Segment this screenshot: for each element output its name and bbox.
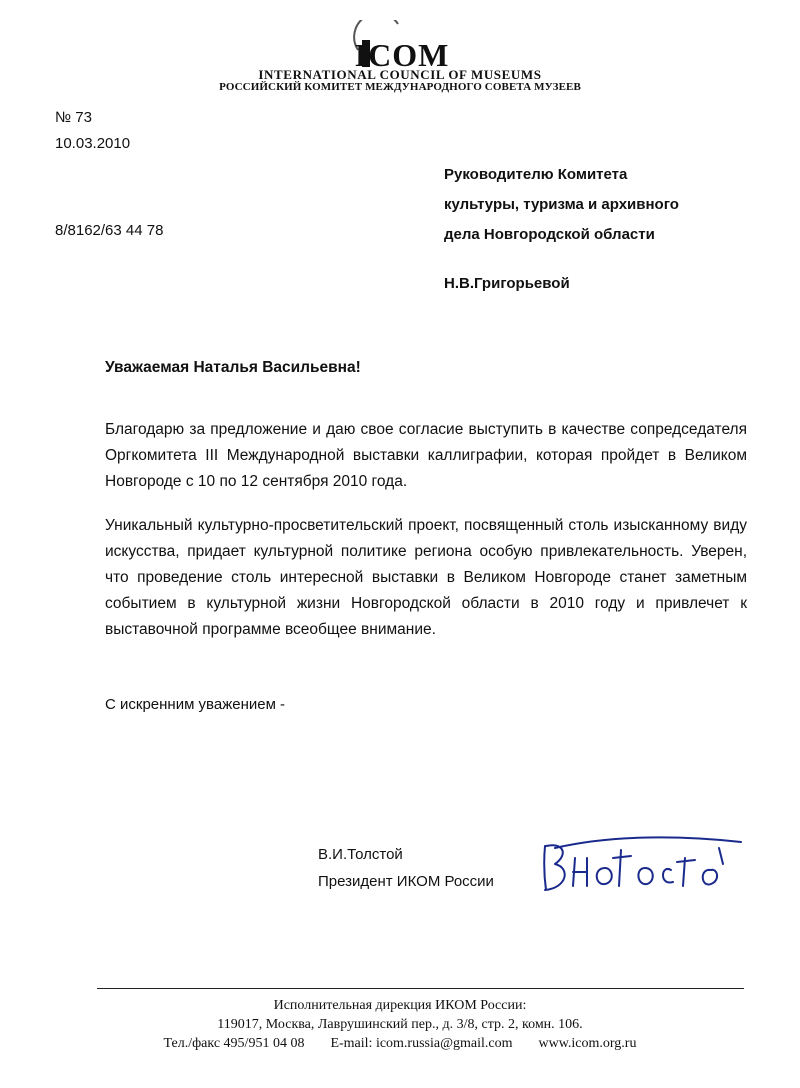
signatory-name: В.И.Толстой <box>318 846 403 863</box>
handwritten-signature <box>515 828 750 903</box>
addressee-line: культуры, туризма и архивного <box>444 196 679 213</box>
footer-contacts <box>0 1036 800 1052</box>
body-paragraph-1 <box>105 417 747 495</box>
addressee-line: дела Новгородской области <box>444 226 655 243</box>
footer-phone: Тел./факс 495/951 04 08 <box>163 1036 305 1051</box>
greeting: Уважаемая Наталья Васильевна! <box>105 359 361 376</box>
icom-logo <box>320 20 480 70</box>
org-name-en: INTERNATIONAL COUNCIL OF MUSEUMS <box>258 67 542 82</box>
paragraph-text: Благодарю за предложение и даю свое согласие выступить в качестве сопредседателя Оргкомитета III Международной выставки каллиграфии, которая пройдет в Великом Новгороде с 10 по 12 сентября 2010 года. <box>105 421 747 490</box>
addressee-name: Н.В.Григорьевой <box>444 275 570 292</box>
footer-org: Исполнительная дирекция ИКОМ России: <box>273 998 527 1013</box>
paragraph-text: Уникальный культурно-просветительский проект, посвященный столь изысканному виду искусства, придает культурной политике региона особую привлекательность. Уверен, что проведение столь интересной выставки в Великом Новгороде станет заметным событием в культурной жизни Новгородской области в 2010 году и привлечет к выставочной программе всеобщее внимание. <box>105 517 747 638</box>
footer-website[interactable]: www.icom.org.ru <box>538 1036 637 1051</box>
document-date: 10.03.2010 <box>55 135 131 152</box>
footer-address: 119017, Москва, Лаврушинский пер., д. 3/8, стр. 2, комн. 106. <box>217 1017 583 1032</box>
footer-email[interactable]: E-mail: icom.russia@gmail.com <box>330 1036 513 1051</box>
signatory-title: Президент ИКОМ России <box>318 873 494 890</box>
addressee-phone: 8/8162/63 44 78 <box>55 222 164 239</box>
addressee-line: Руководителю Комитета <box>444 166 628 183</box>
org-name-ru: РОССИЙСКИЙ КОМИТЕТ МЕЖДУНАРОДНОГО СОВЕТА МУЗЕЕВ <box>219 81 581 93</box>
document-number: № 73 <box>55 109 92 126</box>
logo-text: ICOM <box>354 37 450 70</box>
body-paragraph-2 <box>105 513 747 643</box>
closing: С искренним уважением - <box>105 696 286 713</box>
footer-divider <box>97 988 744 989</box>
